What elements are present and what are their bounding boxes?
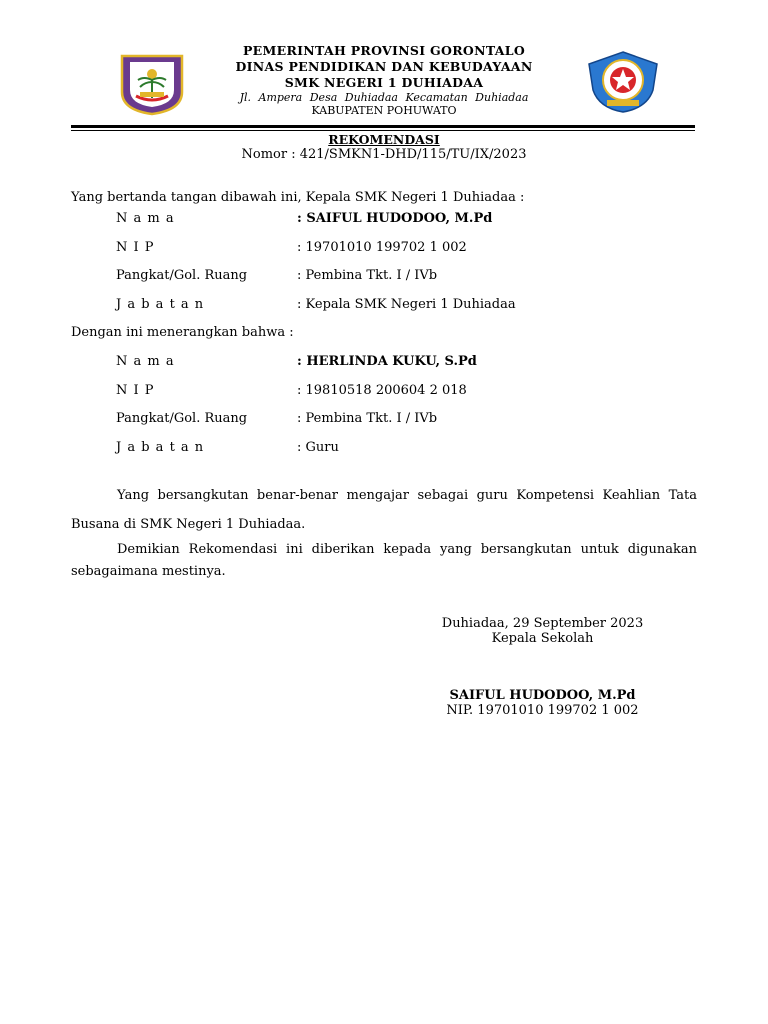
signature-place-date: Duhiadaa, 29 September 2023 (441, 616, 644, 631)
signature-position: Kepala Sekolah (491, 631, 594, 646)
header-department: DINAS PENDIDIKAN DAN KEBUDAYAAN (235, 59, 533, 74)
subject-rank-value: : Pembina Tkt. I / IVb (297, 411, 438, 426)
signer-position-label: J a b a t a n (116, 297, 205, 312)
signer-position-value: : Kepala SMK Negeri 1 Duhiadaa (297, 297, 516, 312)
subject-position-label: J a b a t a n (116, 440, 205, 455)
header-school-name: SMK NEGERI 1 DUHIADAA (284, 75, 484, 90)
signature-nip: NIP. 19701010 199702 1 002 (446, 703, 639, 718)
header-divider-thick (71, 125, 695, 128)
signer-name-value: : SAIFUL HUDODOO, M.Pd (297, 211, 493, 226)
subject-name-value: : HERLINDA KUKU, S.Pd (297, 354, 477, 369)
subject-position-value: : Guru (297, 440, 339, 455)
header-regency: KABUPATEN POHUWATO (311, 104, 457, 117)
signer-nip-label: N I P (116, 240, 155, 255)
body-paragraph-1: Yang bersangkutan benar-benar mengajar sebagai guru Kompetensi Keahlian Tata Busana di SMK Negeri 1 Duhiadaa. (71, 488, 697, 532)
body-paragraph-2: Demikian Rekomendasi ini diberikan kepada yang bersangkutan untuk digunakan sebagaimana mestinya. (71, 542, 697, 579)
intro2-text: Dengan ini menerangkan bahwa : (71, 325, 294, 340)
subject-nip-value: : 19810518 200604 2 018 (297, 383, 467, 398)
signer-nip-value: : 19701010 199702 1 002 (297, 240, 467, 255)
document-title: REKOMENDASI (328, 132, 440, 147)
signer-rank-value: : Pembina Tkt. I / IVb (297, 268, 438, 283)
signer-rank-label: Pangkat/Gol. Ruang (116, 268, 248, 283)
document-number: Nomor : 421/SMKN1-DHD/115/TU/IX/2023 (241, 147, 527, 162)
header-address: Jl. Ampera Desa Duhiadaa Kecamatan Duhiadaa (239, 91, 529, 104)
signature-name: SAIFUL HUDODOO, M.Pd (449, 688, 636, 703)
header-divider-thin (71, 130, 695, 131)
subject-rank-label: Pangkat/Gol. Ruang (116, 411, 248, 426)
subject-nip-label: N I P (116, 383, 155, 398)
header-government: PEMERINTAH PROVINSI GORONTALO (242, 43, 526, 58)
signer-name-label: N a m a (116, 211, 175, 226)
intro-text: Yang bertanda tangan dibawah ini, Kepala SMK Negeri 1 Duhiadaa : (71, 190, 525, 205)
subject-name-label: N a m a (116, 354, 175, 369)
